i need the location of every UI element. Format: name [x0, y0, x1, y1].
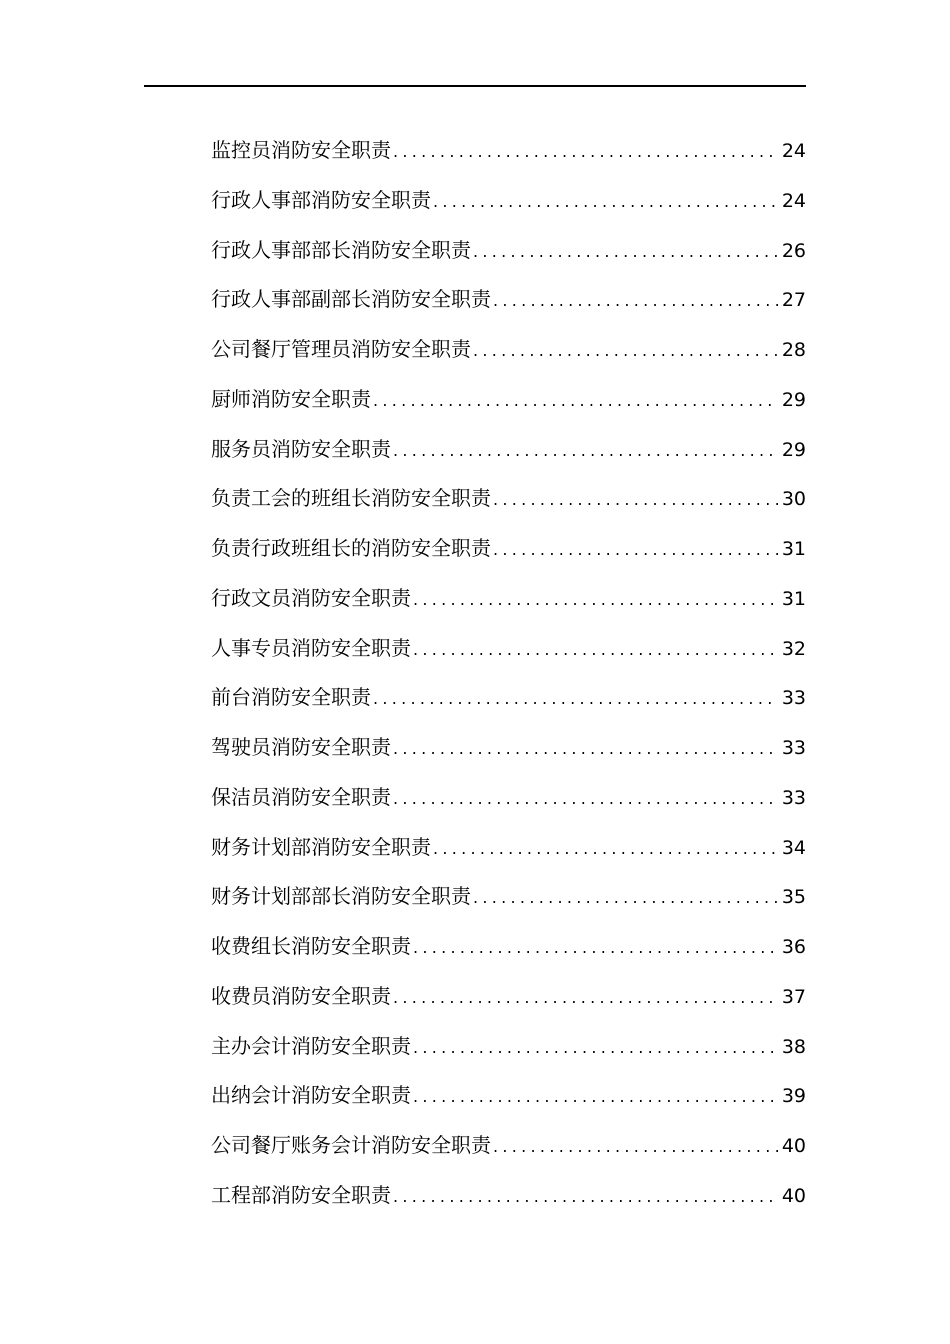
toc-entry-title: 工程部消防安全职责 [211, 1182, 391, 1207]
toc-dot-leader [393, 774, 778, 824]
toc-entry[interactable] [211, 624, 806, 674]
toc-dot-leader [473, 326, 778, 376]
toc-entry-title: 监控员消防安全职责 [211, 138, 391, 162]
toc-entry[interactable] [211, 972, 806, 1022]
toc-entry-title: 行政人事部部长消防安全职责 [211, 237, 471, 262]
toc-page-number: 38 [781, 1035, 806, 1058]
toc-dot-leader [433, 177, 778, 227]
table-of-contents [211, 126, 806, 1221]
toc-entry[interactable] [211, 425, 806, 475]
toc-entry-title: 行政人事部消防安全职责 [211, 187, 431, 212]
toc-page-number: 31 [781, 538, 806, 560]
toc-page-number: 26 [781, 239, 806, 262]
toc-dot-leader [493, 1122, 778, 1172]
toc-dot-leader [373, 376, 778, 426]
toc-page-number: 40 [781, 1135, 806, 1157]
toc-dot-leader [413, 1072, 778, 1122]
toc-entry[interactable] [211, 574, 806, 624]
toc-page-number: 36 [781, 936, 806, 958]
toc-entry[interactable] [211, 922, 806, 972]
toc-entry-title: 收费员消防安全职责 [211, 983, 391, 1008]
toc-page-number: 33 [781, 687, 806, 710]
toc-page-number: 39 [781, 1085, 806, 1108]
toc-page-number: 33 [781, 786, 806, 809]
toc-entry[interactable] [211, 1121, 806, 1171]
toc-page-number: 24 [781, 140, 806, 162]
toc-entry-title: 保洁员消防安全职责 [211, 784, 391, 809]
toc-entry[interactable] [211, 1171, 806, 1221]
toc-dot-leader [493, 475, 778, 525]
toc-page-number: 31 [781, 587, 806, 610]
toc-entry-title: 服务员消防安全职责 [211, 436, 391, 461]
toc-entry-title: 公司餐厅账务会计消防安全职责 [211, 1133, 491, 1157]
toc-dot-leader [393, 724, 778, 774]
toc-page-number: 32 [781, 637, 806, 660]
toc-page-number: 27 [781, 289, 806, 312]
toc-entry-title: 财务计划部部长消防安全职责 [211, 884, 471, 909]
toc-page-number: 40 [781, 1184, 806, 1207]
toc-page-number: 29 [781, 388, 806, 411]
toc-entry[interactable] [211, 723, 806, 773]
toc-dot-leader [413, 625, 778, 675]
toc-entry[interactable] [211, 126, 806, 176]
toc-entry[interactable] [211, 1022, 806, 1072]
toc-entry-title: 公司餐厅管理员消防安全职责 [211, 337, 471, 361]
toc-entry[interactable] [211, 872, 806, 922]
toc-entry-title: 行政文员消防安全职责 [211, 585, 411, 610]
toc-page-number: 30 [781, 488, 806, 511]
toc-entry-title: 出纳会计消防安全职责 [211, 1083, 411, 1108]
toc-entry-title: 前台消防安全职责 [211, 685, 371, 710]
toc-dot-leader [393, 127, 778, 177]
toc-entry[interactable] [211, 226, 806, 276]
toc-page-number: 29 [781, 438, 806, 461]
header-rule [144, 85, 806, 87]
toc-entry[interactable] [211, 474, 806, 524]
toc-entry-title: 负责行政班组长的消防安全职责 [211, 536, 491, 560]
toc-entry[interactable] [211, 823, 806, 873]
toc-dot-leader [413, 575, 778, 625]
toc-entry[interactable] [211, 773, 806, 823]
toc-entry-title: 行政人事部副部长消防安全职责 [211, 287, 491, 312]
toc-page-number: 28 [781, 339, 806, 361]
toc-entry-title: 人事专员消防安全职责 [211, 635, 411, 660]
toc-dot-leader [493, 525, 778, 575]
toc-entry[interactable] [211, 673, 806, 723]
toc-entry-title: 厨师消防安全职责 [211, 386, 371, 411]
toc-dot-leader [413, 923, 778, 973]
toc-page-number: 37 [781, 985, 806, 1008]
toc-entry[interactable] [211, 1071, 806, 1121]
toc-dot-leader [493, 276, 778, 326]
toc-page-number: 24 [781, 189, 806, 212]
toc-entry[interactable] [211, 524, 806, 574]
toc-page-number: 35 [781, 886, 806, 909]
toc-dot-leader [393, 426, 778, 476]
toc-page-number: 33 [781, 737, 806, 759]
toc-dot-leader [413, 1023, 778, 1073]
toc-dot-leader [473, 873, 778, 923]
toc-entry-title: 负责工会的班组长消防安全职责 [211, 486, 491, 511]
toc-entry-title: 财务计划部消防安全职责 [211, 834, 431, 859]
toc-entry[interactable] [211, 325, 806, 375]
toc-entry-title: 主办会计消防安全职责 [211, 1033, 411, 1058]
toc-dot-leader [473, 227, 778, 277]
toc-dot-leader [393, 1172, 778, 1222]
toc-entry-title: 收费组长消防安全职责 [211, 934, 411, 958]
toc-entry[interactable] [211, 375, 806, 425]
toc-dot-leader [433, 824, 778, 874]
toc-dot-leader [373, 674, 778, 724]
toc-dot-leader [393, 973, 778, 1023]
toc-entry[interactable] [211, 176, 806, 226]
toc-entry[interactable] [211, 275, 806, 325]
toc-entry-title: 驾驶员消防安全职责 [211, 735, 391, 759]
toc-page-number: 34 [781, 836, 806, 859]
